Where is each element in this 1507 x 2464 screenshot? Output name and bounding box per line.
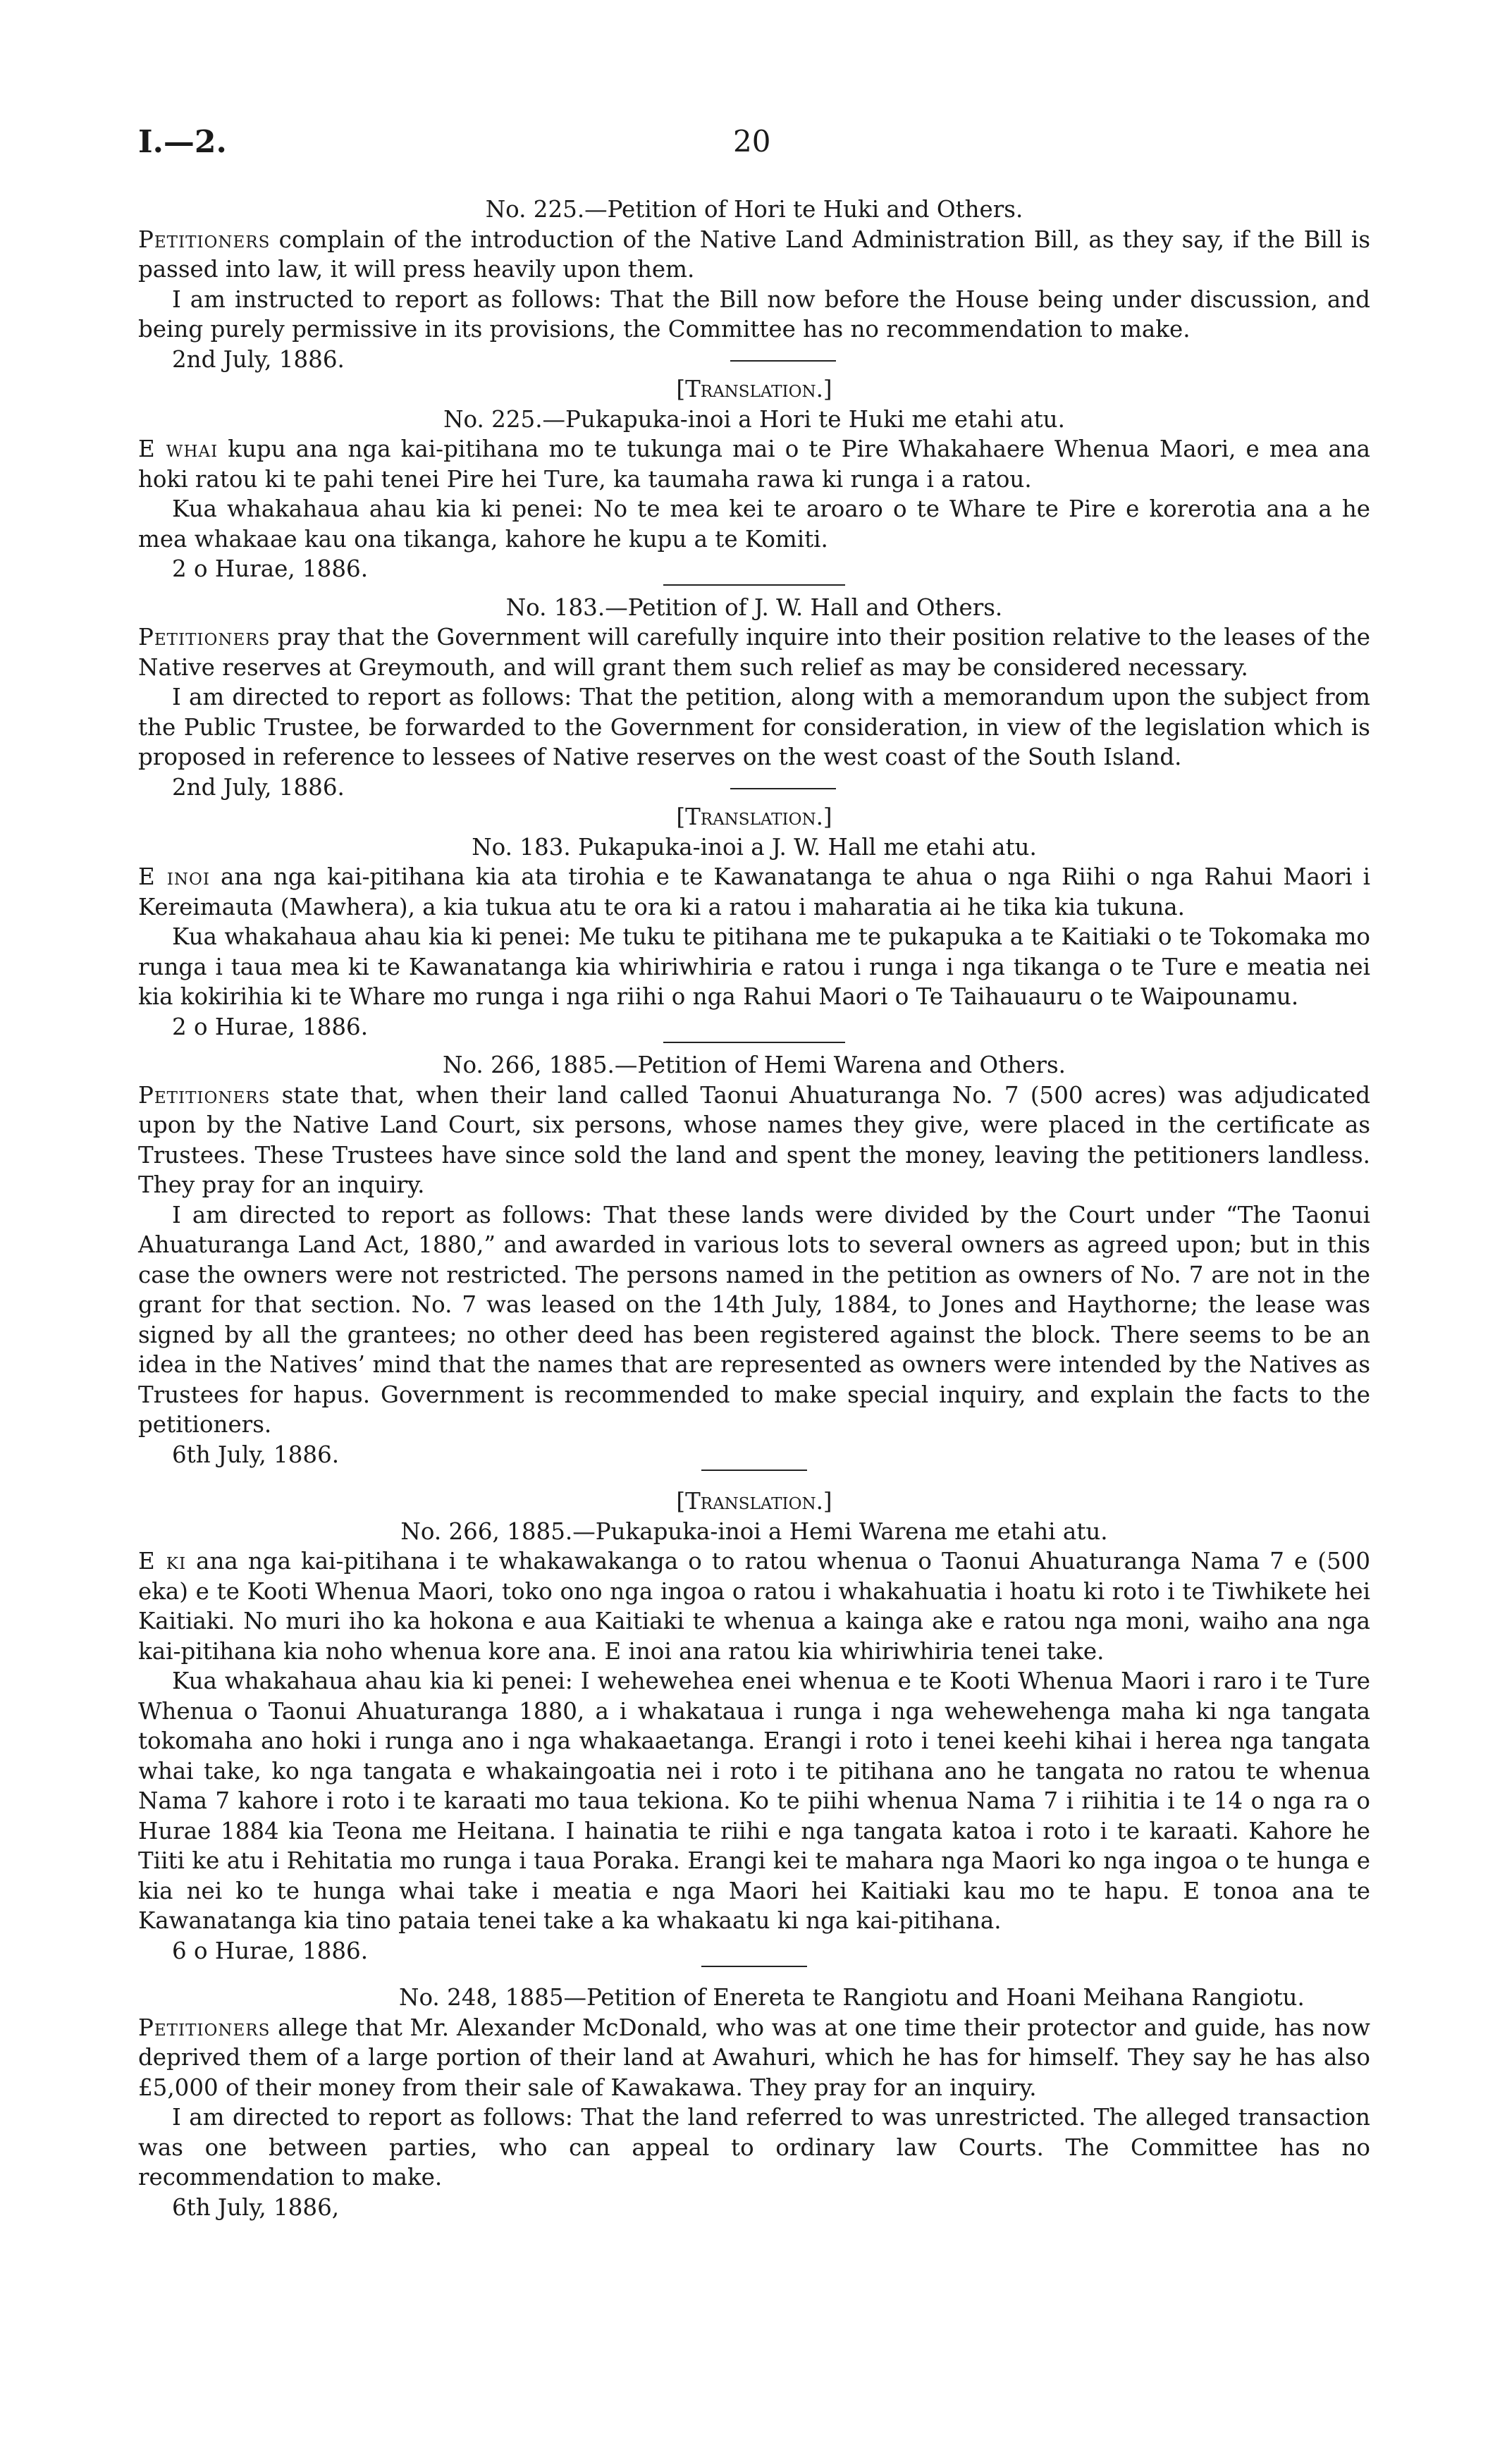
petition-summary: [138, 622, 1370, 682]
committee-report: I am directed to report as follows: That the land referred to was unrestricted. The alleged transaction was one between parties, who can appeal to ordinary law Courts. The Committee has no recommendation to make.: [138, 2104, 1370, 2191]
section-divider: [730, 788, 836, 789]
report-date: 6th July, 1886,: [172, 2193, 340, 2221]
paragraph-text: allege that Mr. Alexander McDonald, who was at one time their protector and guide, has now deprived them of a large portion of their land at Awahuri, which he has for himself. They say he has also £5,000 of their money from their sale of Kawakawa. They pray for an inquiry.: [138, 2014, 1370, 2101]
page-number: 20: [733, 124, 771, 159]
report-date: 6th July, 1886.: [172, 1441, 340, 1468]
petition-summary: [138, 225, 1370, 285]
committee-report: I am instructed to report as follows: That the Bill now before the House being under discussion, and being purely permissive in its provisions, the Committee has no recommendation to make.: [138, 285, 1370, 343]
document-body: [138, 195, 1370, 2222]
lead-word: E inoi: [138, 863, 210, 890]
petition-title: No. 225.—Pukapuka-inoi a Hori te Huki me etahi atu.: [443, 405, 1065, 433]
report-date: 2 o Hurae, 1886.: [172, 1013, 369, 1040]
report-date: 6 o Hurae, 1886.: [172, 1937, 369, 1964]
paragraph-text: ana nga kai-pitihana kia ata tirohia e te Kawanatanga te ahua o nga Riihi o nga Rahui Maori i Kereimauta (Mawhera), a kia tukua atu te ora ki a ratou i maharatia ai he tika kia tukuna.: [138, 863, 1370, 920]
lead-word: E ki: [138, 1548, 187, 1575]
lead-word: Petitioners: [138, 1081, 271, 1109]
petition-summary: [138, 2013, 1370, 2103]
petition-summary: [138, 434, 1370, 494]
petition-summary: [138, 1080, 1370, 1200]
paragraph-text: ana nga kai-pitihana i te whakawakanga o to ratou whenua o Taonui Ahuaturanga Nama 7 e (500 eka) e te Kooti Whenua Maori, toko ono nga ingoa o ratou i whakahuatia i hoatu ki roto i te Tiwhikete hei Kaitiaki. No muri iho ka hokona e aua Kaitiaki te whenua a kainga ake e ratou nga moni, waiho ana nga kai-pitihana kia noho whenua kore ana. E inoi ana ratou kia whiriwhiria tenei take.: [138, 1548, 1371, 1665]
lead-word: Petitioners: [138, 624, 271, 651]
paragraph-text: complain of the introduction of the Native Land Administration Bill, as they say, if the Bill is passed into law, it will press heavily upon them.: [138, 226, 1370, 283]
report-date: 2 o Hurae, 1886.: [172, 555, 369, 582]
report-date: 2nd July, 1886.: [172, 773, 345, 801]
petition-title: No. 248, 1885—Petition of Enereta te Rangiotu and Hoani Meihana Rangiotu.: [399, 1984, 1305, 2011]
petition-title: No. 266, 1885.—Pukapuka-inoi a Hemi Warena me etahi atu.: [400, 1517, 1108, 1545]
section-divider: [730, 360, 836, 362]
paragraph-text: kupu ana nga kai-pitihana mo te tukunga mai o te Pire Whakahaere Whenua Maori, e mea ana hoki ratou ki te pahi tenei Pire hei Ture, ka taumaha rawa ki runga i a ratou.: [138, 436, 1371, 493]
lead-word: Petitioners: [138, 2014, 271, 2041]
committee-report: Kua whakahaua ahau kia ki penei: No te mea kei te aroaro o te Whare te Pire e korerotia ana a he mea whakaae kau ona tikanga, kahore he kupu a te Komiti.: [138, 495, 1370, 553]
committee-report: I am directed to report as follows: That these lands were divided by the Court under “The Taonui Ahuaturanga Land Act, 1880,” and awarded in various lots to several owners as agreed upon; but in this case the owners were not restricted. The persons named in the petition as owners of No. 7 are not in the grant for that section. No. 7 was leased on the 14th July, 1884, to Jones and Haythorne; the lease was signed by all the grantees; no other deed has been registered against the block. There seems to be an idea in the Natives’ mind that the names that are represented as owners were intended by the Natives as Trustees for hapus. Government is recommended to make special inquiry, and explain the facts to the petitioners.: [138, 1201, 1370, 1438]
petition-summary: [138, 862, 1370, 922]
translation-label: [Translation.]: [676, 1488, 832, 1515]
paragraph-text: state that, when their land called Taonui Ahuaturanga No. 7 (500 acres) was adjudicated upon by the Native Land Court, six persons, whose names they give, were placed in the certificate as Trustees. These Trustees have since sold the land and spent the money, leaving the petitioners landless. They pray for an inquiry.: [138, 1081, 1370, 1198]
petition-title: No. 183. Pukapuka-inoi a J. W. Hall me etahi atu.: [472, 833, 1037, 861]
date-row: [138, 772, 1370, 803]
report-date: 2nd July, 1886.: [172, 345, 345, 373]
petition-title: No. 183.—Petition of J. W. Hall and Others.: [505, 593, 1003, 621]
petition-title: No. 225.—Petition of Hori te Huki and Others.: [485, 196, 1023, 223]
petition-summary: [138, 1546, 1370, 1666]
translation-label: [Translation.]: [676, 376, 832, 402]
series-label: I.—2.: [138, 124, 227, 160]
translation-label: [Translation.]: [676, 803, 832, 830]
date-row: [138, 345, 1370, 375]
lead-word: Petitioners: [138, 226, 271, 253]
paragraph-text: pray that the Government will carefully inquire into their position relative to the leases of the Native reserves at Greymouth, and will grant them such relief as may be considered necessary.: [138, 624, 1370, 681]
committee-report: I am directed to report as follows: That the petition, along with a memorandum upon the subject from the Public Trustee, be forwarded to the Government for consideration, in view of the legislation which is proposed in reference to lessees of Native reserves on the west coast of the South Island.: [138, 684, 1370, 770]
committee-report: Kua whakahaua ahau kia ki penei: Me tuku te pitihana me te pukapuka a te Kaitiaki o te Tokomaka mo runga i taua mea ki te Kawanatanga kia whiriwhiria e ratou i runga i nga tikanga o te Ture e meatia nei kia kokirihia ki te Whare mo runga i nga riihi o nga Rahui Maori o Te Taihauauru o te Waipounamu.: [138, 923, 1370, 1010]
lead-word: E whai: [138, 436, 219, 462]
committee-report: Kua whakahaua ahau kia ki penei: I wehewehea enei whenua e te Kooti Whenua Maori i raro i te Ture Whenua o Taonui Ahuaturanga 1880, a i whakataua i runga i nga wehewehenga maha ki nga tangata tokomaha ano hoki i runga ano i nga whakaaetanga. Erangi i roto i tenei keehi kihai i herea nga tangata whai take, ko nga tangata e whakaingoatia nei i roto i te pitihana ano he tangata no ratou te whenua Nama 7 kahore i roto i te karaati mo taua tekiona. Ko te piihi whenua Nama 7 i riihitia i te 14 o nga ra o Hurae 1884 kia Teona me Heitana. I hainatia te riihi e nga tangata katoa i roto i te karaati. Kahore he Tiiti ke atu i Rehitatia mo runga i taua Poraka. Erangi kei te mahara nga Maori ko nga ingoa o te hunga e kia nei ko te hunga whai take i meatia e nga Maori hei Kaitiaki kau mo te hapu. E tonoa ana te Kawanatanga kia tino pataia tenei take a ka whakaatu ki nga kai-pitihana.: [138, 1668, 1370, 1934]
petition-title: No. 266, 1885.—Petition of Hemi Warena and Others.: [443, 1052, 1066, 1078]
